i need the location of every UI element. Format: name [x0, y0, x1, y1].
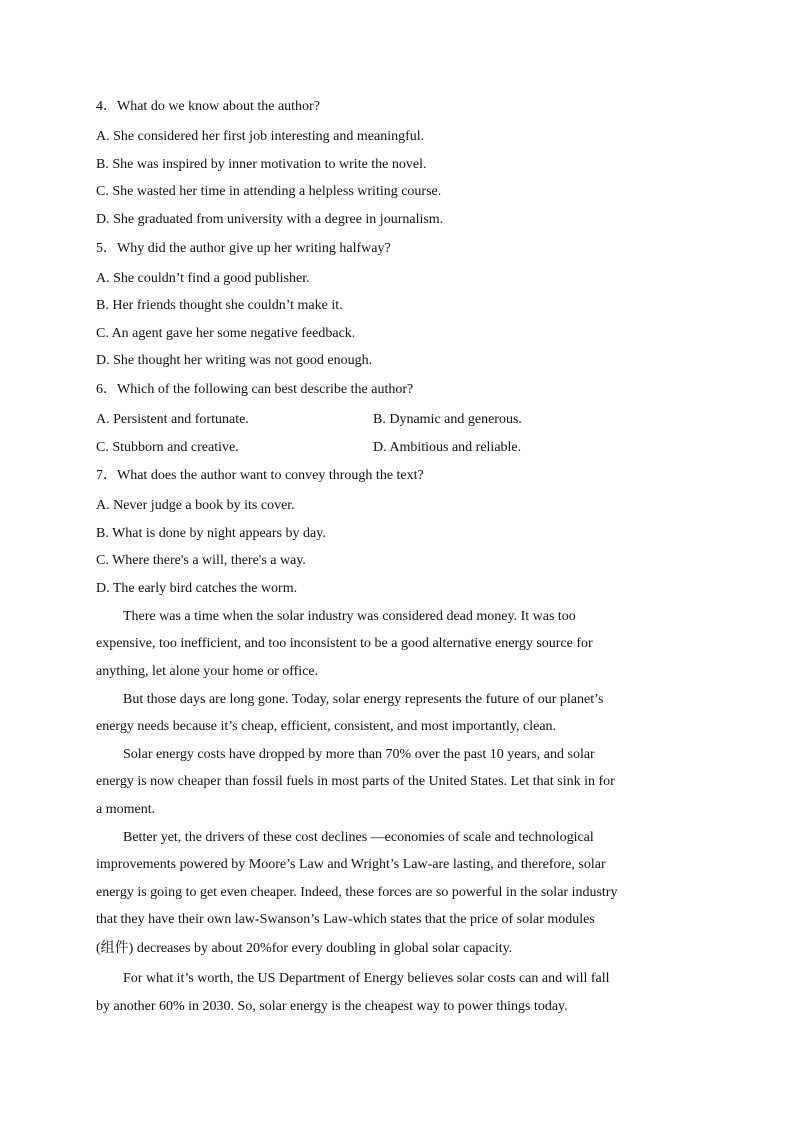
passage-paragraph-1-line-1: There was a time when the solar industry was considered dead money. It was too: [123, 609, 576, 624]
question-4-option-c: C. She wasted her time in attending a helpless writing course.: [96, 184, 442, 199]
passage-paragraph-3-line-1: Solar energy costs have dropped by more than 70% over the past 10 years, and solar: [123, 747, 595, 762]
passage-paragraph-2-line-1: But those days are long gone. Today, solar energy represents the future of our planet’s: [123, 692, 604, 707]
question-7-option-d: D. The early bird catches the worm.: [96, 581, 298, 596]
question-4-stem: 4．What do we know about the author?: [96, 99, 320, 114]
question-5-option-a: A. She couldn’t find a good publisher.: [96, 271, 310, 286]
question-5-option-d: D. She thought her writing was not good enough.: [96, 353, 373, 368]
question-6-option-b: B. Dynamic and generous.: [373, 412, 522, 427]
question-4-option-d: D. She graduated from university with a degree in journalism.: [96, 212, 444, 227]
question-7-stem: 7．What does the author want to convey through the text?: [96, 468, 424, 483]
question-5-option-c: C. An agent gave her some negative feedback.: [96, 326, 356, 341]
question-6-option-d: D. Ambitious and reliable.: [373, 440, 522, 455]
question-5-stem: 5．Why did the author give up her writing halfway?: [96, 241, 391, 256]
passage-paragraph-5-line-1: For what it’s worth, the US Department of Energy believes solar costs can and will fall: [123, 971, 610, 986]
passage-paragraph-4-line-1: Better yet, the drivers of these cost declines —economies of scale and technological: [123, 830, 594, 845]
passage-paragraph-4-line-5: (组件) decreases by about 20%for every doubling in global solar capacity.: [96, 941, 513, 956]
question-7-option-b: B. What is done by night appears by day.: [96, 526, 326, 541]
question-6-stem: 6．Which of the following can best describe the author?: [96, 382, 414, 397]
passage-paragraph-3-line-3: a moment.: [96, 802, 156, 817]
passage-paragraph-4-line-2: improvements powered by Moore’s Law and Wright’s Law-are lasting, and therefore, solar: [96, 857, 606, 872]
question-7-option-a: A. Never judge a book by its cover.: [96, 498, 295, 513]
passage-paragraph-4-line-3: energy is going to get even cheaper. Indeed, these forces are so powerful in the solar industry: [96, 885, 618, 900]
passage-paragraph-5-line-2: by another 60% in 2030. So, solar energy is the cheapest way to power things today.: [96, 999, 568, 1014]
passage-paragraph-3-line-2: energy is now cheaper than fossil fuels in most parts of the United States. Let that sink in for: [96, 774, 615, 789]
question-6-option-a: A. Persistent and fortunate.: [96, 412, 249, 427]
question-6-option-c: C. Stubborn and creative.: [96, 440, 239, 455]
passage-paragraph-1-line-3: anything, let alone your home or office.: [96, 664, 319, 679]
passage-paragraph-2-line-2: energy needs because it’s cheap, efficient, consistent, and most importantly, clean.: [96, 719, 557, 734]
question-4-option-b: B. She was inspired by inner motivation to write the novel.: [96, 157, 427, 172]
question-5-option-b: B. Her friends thought she couldn’t make it.: [96, 298, 343, 313]
passage-paragraph-4-line-4: that they have their own law-Swanson’s Law-which states that the price of solar modules: [96, 912, 595, 927]
passage-paragraph-1-line-2: expensive, too inefficient, and too inconsistent to be a good alternative energy source for: [96, 636, 593, 651]
question-7-option-c: C. Where there's a will, there's a way.: [96, 553, 306, 568]
question-4-option-a: A. She considered her first job interesting and meaningful.: [96, 129, 425, 144]
